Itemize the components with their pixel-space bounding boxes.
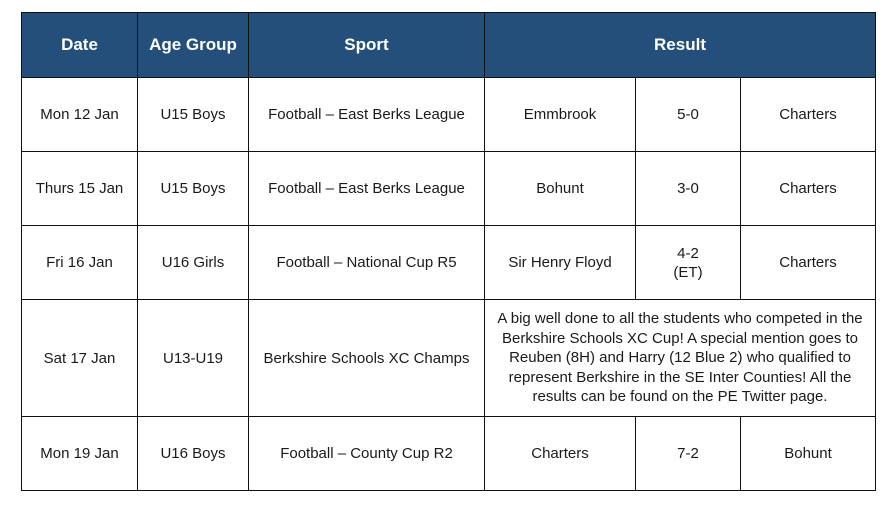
score-value: 3-0	[677, 180, 699, 197]
cell-opponent: Sir Henry Floyd	[485, 226, 636, 300]
score-note: (ET)	[673, 263, 703, 281]
table-row	[22, 417, 876, 491]
cell-score	[636, 226, 741, 300]
cell-score	[636, 78, 741, 152]
table-row	[22, 226, 876, 300]
results-table	[21, 12, 876, 491]
cell-team: Bohunt	[741, 417, 876, 491]
cell-sport: Football – County Cup R2	[249, 417, 485, 491]
score-value: 4-2	[677, 244, 699, 262]
cell-opponent: Emmbrook	[485, 78, 636, 152]
table-row	[22, 300, 876, 417]
cell-date: Mon 12 Jan	[22, 78, 138, 152]
score-value: 7-2	[677, 445, 699, 462]
cell-date: Sat 17 Jan	[22, 300, 138, 417]
cell-age-group: U15 Boys	[138, 152, 249, 226]
cell-team: Charters	[741, 78, 876, 152]
cell-team: Charters	[741, 152, 876, 226]
header-date: Date	[22, 13, 138, 78]
header-age-group: Age Group	[138, 13, 249, 78]
cell-opponent: Charters	[485, 417, 636, 491]
cell-date: Fri 16 Jan	[22, 226, 138, 300]
score-value: 5-0	[677, 106, 699, 123]
table-header	[22, 13, 876, 78]
cell-sport: Football – East Berks League	[249, 78, 485, 152]
cell-score	[636, 417, 741, 491]
cell-team: Charters	[741, 226, 876, 300]
header-row	[22, 13, 876, 78]
cell-result-note: A big well done to all the students who competed in the Berkshire Schools XC Cup! A special mention goes to Reuben (8H) and Harry (12 Blue 2) who qualified to represent Berkshire in the SE Inter Counties! All the results can be found on the PE Twitter page.	[485, 300, 876, 417]
cell-age-group: U15 Boys	[138, 78, 249, 152]
table-row	[22, 152, 876, 226]
cell-age-group: U13-U19	[138, 300, 249, 417]
cell-sport: Berkshire Schools XC Champs	[249, 300, 485, 417]
cell-score	[636, 152, 741, 226]
cell-age-group: U16 Girls	[138, 226, 249, 300]
cell-age-group: U16 Boys	[138, 417, 249, 491]
table-row	[22, 78, 876, 152]
cell-sport: Football – National Cup R5	[249, 226, 485, 300]
table-body	[22, 78, 876, 491]
cell-opponent: Bohunt	[485, 152, 636, 226]
header-result: Result	[485, 13, 876, 78]
cell-sport: Football – East Berks League	[249, 152, 485, 226]
header-sport: Sport	[249, 13, 485, 78]
cell-date: Thurs 15 Jan	[22, 152, 138, 226]
cell-date: Mon 19 Jan	[22, 417, 138, 491]
